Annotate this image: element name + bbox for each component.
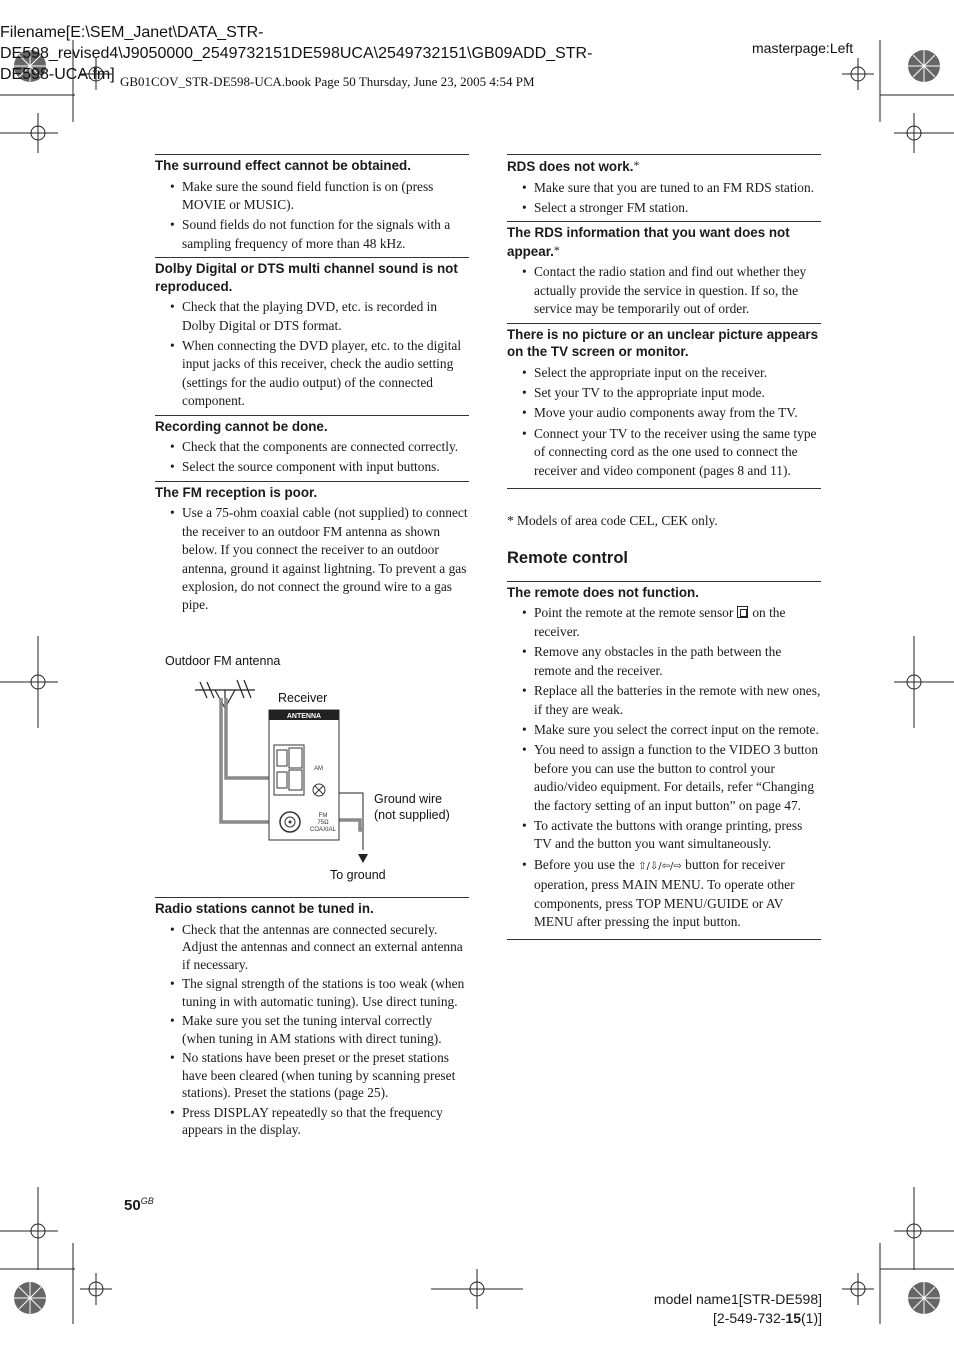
svg-text:FM: FM [318,813,328,819]
list-item: • Replace all the batteries in the remote with new ones, if they are weak. [507,682,821,719]
list-item: • Point the remote at the remote sensor on the receiver. [507,604,821,641]
to-ground-arrow [358,854,368,863]
section-title: Dolby Digital or DTS multi channel sound is not reproduced. [155,261,458,294]
troubleshoot-section [507,221,821,318]
section-title: The remote does not function. [507,584,699,600]
list-item: • Make sure that you are tuned to an FM RDS station. [507,179,821,197]
section-title: RDS does not work.* [507,158,640,174]
list-item: • Make sure the sound field function is on (press MOVIE or MUSIC). [155,178,469,215]
masterpage-label: masterpage:Left [752,40,854,56]
list-item: • The signal strength of the stations is too weak (when tuning in with automatic tuning). Use direct tuning. [155,975,469,1010]
right-column [507,154,821,940]
list-item: • Select a stronger FM station. [507,199,821,217]
book-info-header: GB01COV_STR-DE598-UCA.book Page 50 Thursday, June 23, 2005 4:54 PM [120,74,535,89]
list-item: • Select the source component with input buttons. [155,458,469,476]
receiver-label: Receiver [278,691,328,705]
list-item: • Check that the components are connected correctly. [155,438,469,456]
section-title: The FM reception is poor. [155,484,318,500]
troubleshoot-section [155,257,469,410]
list-item: • No stations have been preset or the preset stations have been cleared (when tuning by scanning preset stations). Preset the stations (page 25). [155,1049,469,1102]
troubleshoot-section [155,897,469,1139]
list-item: • You need to assign a function to the VIDEO 3 button before you can use the button to control your audio/video equipment. For details, refer “Changing the factory setting of an input button” on page 47. [507,741,821,815]
antenna-connection-diagram [155,650,469,890]
section-title: There is no picture or an unclear picture appears on the TV screen or monitor. [507,326,819,360]
list-item: • Before you use the ⇧/⇩/⇦/⇨ button for receiver operation, press MAIN MENU. To operate other components, press TOP MENU/GUIDE or AV MENU after pressing the input button. [507,856,821,932]
section-title: The RDS information that you want does not appear.* [507,225,790,259]
svg-text:COAXIAL: COAXIAL [309,827,337,833]
file-path-header: Filename[E:\SEM_Janet\DATA_STR-DE598_revised4\J9050000_2549732151DE598UCA\2549732151\GB09ADD_STR-DE598-UCA.fm] [0,24,593,83]
troubleshoot-section [155,481,469,615]
troubleshoot-section [507,154,821,217]
page-number: $50^{GB}$ [124,1196,154,1214]
list-item: • When connecting the DVD player, etc. to the digital input jacks of this receiver, check the audio setting (settings for the audio output) of the connected component. [155,337,469,411]
list-item: • Select the appropriate input on the receiver. [507,364,821,382]
list-item: • Connect your TV to the receiver using the same type of connecting cord as the one used to connect the receiver and video component (pages 8 and 11). [507,425,821,480]
list-item: • Contact the radio station and find out whether they actually provide the service in question. If so, the service may be temporarily out of order. [507,263,821,318]
outdoor-antenna-label: Outdoor FM antenna [165,654,281,668]
list-item: • Check that the antennas are connected securely. Adjust the antennas and connect an external antenna if necessary. [155,921,469,974]
left-column-bottom [155,897,469,1141]
list-item: • Sound fields do not function for the signals with a sampling frequency of more than 48 kHz. [155,216,469,253]
model-info-footer: model name1[STR-DE598] [2-549-732-15(1)] [653,1291,822,1326]
left-column [155,154,469,617]
section-title: Recording cannot be done. [155,418,328,434]
remote-sensor-icon [737,606,748,618]
antenna-illustration [155,650,469,890]
svg-text:AM: AM [314,766,323,772]
list-item: • Press DISPLAY repeatedly so that the frequency appears in the display. [155,1104,469,1139]
section-title: Radio stations cannot be tuned in. [155,901,374,916]
arrow-buttons-icon: ⇧/⇩/⇦/⇨ [638,860,682,872]
list-item: • Use a 75-ohm coaxial cable (not supplied) to connect the receiver to an outdoor FM antenna as shown below. If you connect the receiver to an outdoor antenna, ground it against lightning. To prevent a gas explosion, do not connect the ground wire to a gas pipe. [155,504,469,614]
troubleshoot-section [155,154,469,253]
svg-text:75Ω: 75Ω [317,820,329,826]
to-ground-label: To ground [330,868,386,882]
list-item: • Remove any obstacles in the path between the remote and the receiver. [507,643,821,680]
troubleshoot-section [507,323,821,489]
list-item: • Make sure you set the tuning interval correctly (when tuning in AM stations with direct tuning). [155,1012,469,1047]
list-item: • To activate the buttons with orange printing, press TV and the button you want simultaneously. [507,817,821,854]
list-item: • Set your TV to the appropriate input mode. [507,384,821,402]
troubleshoot-section [507,581,821,940]
footnote: * Models of area code CEL, CEK only. [507,512,718,528]
ground-wire-label: Ground wire (not supplied) [374,792,450,822]
svg-text:ANTENNA: ANTENNA [286,713,322,720]
remote-control-heading: Remote control [507,548,629,567]
troubleshoot-section [155,415,469,477]
list-item: • Move your audio components away from the TV. [507,404,821,422]
list-item: • Check that the playing DVD, etc. is recorded in Dolby Digital or DTS format. [155,298,469,335]
section-title: The surround effect cannot be obtained. [155,158,411,173]
list-item: • Make sure you select the correct input on the remote. [507,721,821,739]
